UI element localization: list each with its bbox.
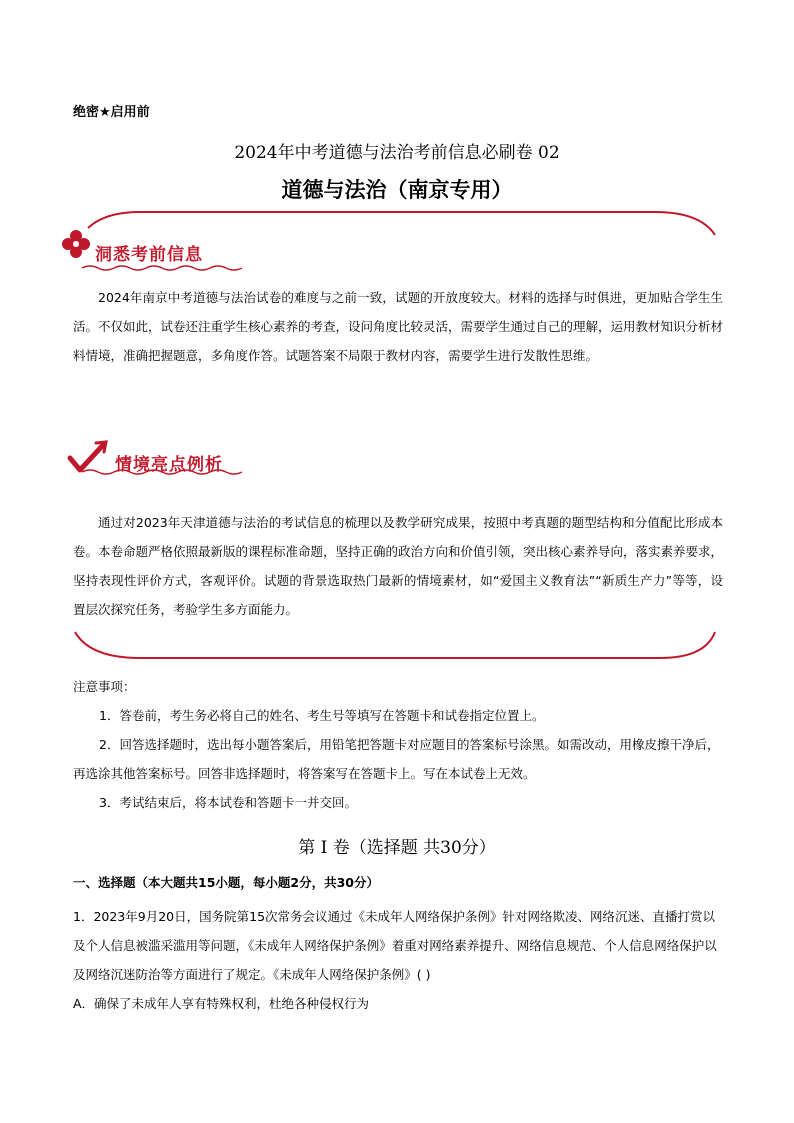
part-title: 第 I 卷（选择题 共30分）	[298, 838, 496, 858]
note-item: 3．考试结束后，将本试卷和答题卡一并交回。	[99, 795, 357, 810]
exam-subtitle: 道德与法治（南京专用）	[281, 178, 513, 202]
question-1-text: 1．2023年9月20日，国务院第15次常务会议通过《未成年人网络保护条例》针对网络欺凌、网络沉迷、直播打赏以及个人信息被滥采滥用等问题，《未成年人网络保护条例》着重对网络素养提升、网络信息规范、个人信息网络保护以及网络沉迷防治等方面进行了规定。《未成年人网络保护条例》( )	[73, 909, 717, 982]
notes-title: 注意事项：	[73, 679, 136, 694]
note-item: 1．答卷前，考生务必将自己的姓名、考生号等填写在答题卡和试卷指定位置上。	[99, 708, 545, 723]
section-highlights-paragraph: 通过对2023年天津道德与法治的考试信息的梳理以及教学研究成果，按照中考真题的题型结构和分值配比形成本卷。本卷命题严格依照最新版的课程标准命题，坚持正确的政治方向和价值引领，突出核心素养导向，落实素养要求，坚持表现性评价方式，客观评价。试题的背景选取热门最新的情境素材，如“爱国主义教育法”“新质生产力”等等，设置层次探究任务，考验学生多方面能力。	[73, 515, 724, 617]
exam-title: 2024年中考道德与法治考前信息必刷卷 02	[234, 143, 560, 163]
question-1-option-a: A．确保了未成年人享有特殊权利，杜绝各种侵权行为	[73, 996, 370, 1011]
exam-notes	[73, 672, 723, 817]
confidential-label: 绝密★启用前	[73, 105, 150, 120]
section-heading-info: 洞悉考前信息	[95, 245, 203, 265]
flower-icon	[62, 230, 90, 258]
checkmark-arrow-icon	[66, 440, 108, 474]
question-section-heading: 一、选择题（本大题共15小题，每小题2分，共30分）	[73, 875, 379, 890]
note-item: 2．回答选择题时，选出每小题答案后，用铅笔把答题卡对应题目的答案标号涂黑。如需改动，用橡皮擦干净后，再选涂其他答案标号。回答非选择题时，将答案写在答题卡上。写在本试卷上无效。	[73, 737, 720, 781]
section-heading-highlights: 情境亮点例析	[115, 455, 223, 475]
section-info-paragraph: 2024年南京中考道德与法治试卷的难度与之前一致，试题的开放度较大。材料的选择与时俱进，更加贴合学生生活。不仅如此，试卷还注重学生核心素养的考查，设问角度比较灵活，需要学生通过自己的理解，运用教材知识分析材料情境，准确把握题意，多角度作答。试题答案不局限于教材内容，需要学生进行发散性思维。	[73, 290, 724, 363]
